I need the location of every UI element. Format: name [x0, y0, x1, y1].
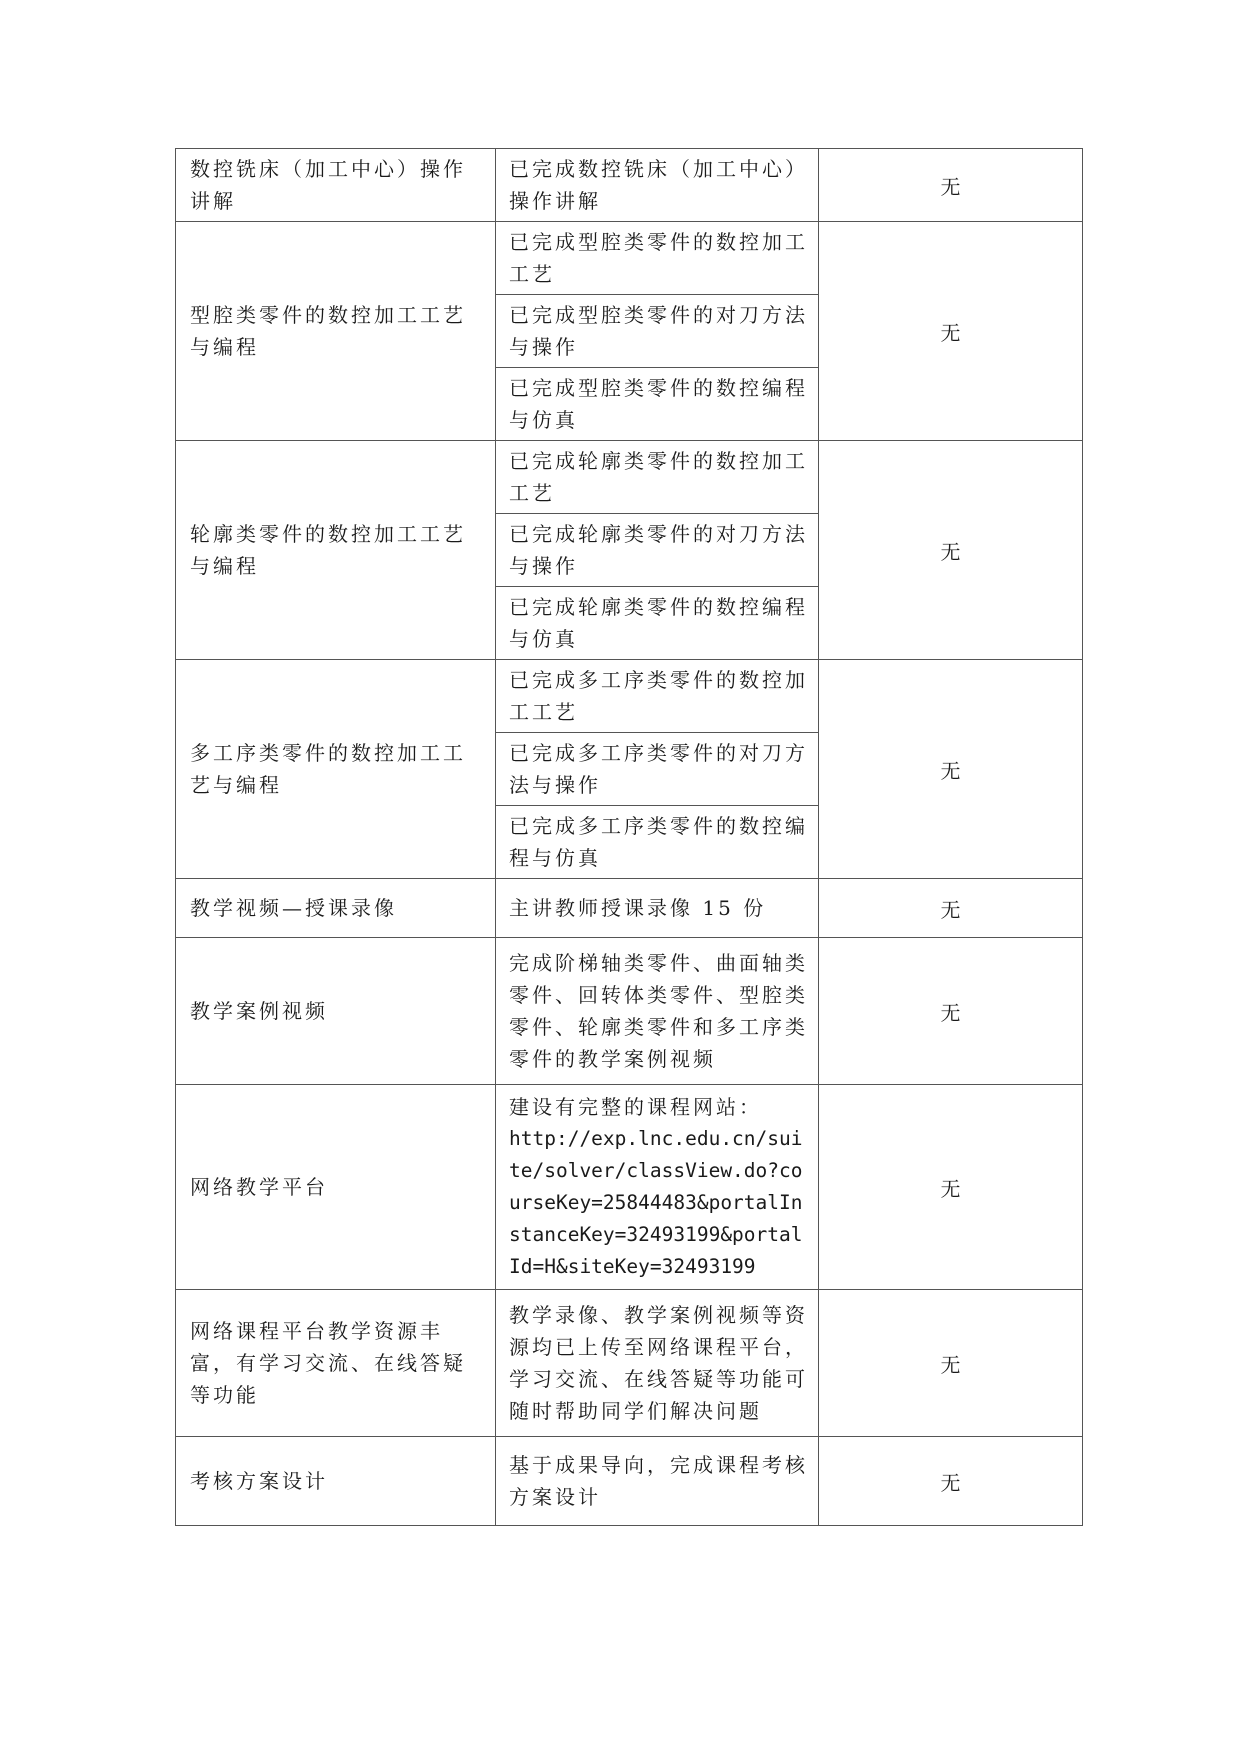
- item-cell: 多工序类零件的数控加工工艺与编程: [176, 660, 496, 879]
- item-cell: 教学视频—授课录像: [176, 879, 496, 938]
- item-cell: 轮廓类零件的数控加工工艺与编程: [176, 441, 496, 660]
- detail-cell: 已完成多工序类零件的数控加工工艺: [496, 660, 819, 733]
- table-row: [176, 222, 1083, 295]
- note-cell: 无: [819, 1437, 1083, 1526]
- detail-cell: 基于成果导向，完成课程考核方案设计: [496, 1437, 819, 1526]
- table-row: [176, 1437, 1083, 1526]
- detail-cell: 已完成型腔类零件的数控加工工艺: [496, 222, 819, 295]
- table-row: [176, 149, 1083, 222]
- detail-cell: 主讲教师授课录像 15 份: [496, 879, 819, 938]
- item-cell: 网络教学平台: [176, 1085, 496, 1290]
- detail-cell: 已完成多工序类零件的对刀方法与操作: [496, 733, 819, 806]
- table-row: [176, 660, 1083, 733]
- table-row: [176, 879, 1083, 938]
- detail-cell: 已完成型腔类零件的数控编程与仿真: [496, 368, 819, 441]
- note-cell: 无: [819, 938, 1083, 1085]
- note-cell: 无: [819, 149, 1083, 222]
- item-cell: 数控铣床（加工中心）操作讲解: [176, 149, 496, 222]
- note-cell: 无: [819, 1290, 1083, 1437]
- resource-table: [175, 148, 1083, 1526]
- table-row: [176, 441, 1083, 514]
- table-row: [176, 1290, 1083, 1437]
- detail-cell: 已完成轮廓类零件的数控编程与仿真: [496, 587, 819, 660]
- detail-cell: 已完成多工序类零件的数控编程与仿真: [496, 806, 819, 879]
- detail-cell: 教学录像、教学案例视频等资源均已上传至网络课程平台，学习交流、在线答疑等功能可随时帮助同学们解决问题: [496, 1290, 819, 1437]
- table-row: [176, 1085, 1083, 1290]
- item-cell: 型腔类零件的数控加工工艺与编程: [176, 222, 496, 441]
- detail-cell: 已完成轮廓类零件的数控加工工艺: [496, 441, 819, 514]
- item-cell: 考核方案设计: [176, 1437, 496, 1526]
- item-cell: 网络课程平台教学资源丰富，有学习交流、在线答疑等功能: [176, 1290, 496, 1437]
- detail-cell: 完成阶梯轴类零件、曲面轴类零件、回转体类零件、型腔类零件、轮廓类零件和多工序类零件的教学案例视频: [496, 938, 819, 1085]
- note-cell: 无: [819, 879, 1083, 938]
- detail-cell: 已完成型腔类零件的对刀方法与操作: [496, 295, 819, 368]
- detail-text: 建设有完整的课程网站：: [509, 1095, 762, 1119]
- course-url-link[interactable]: http://exp.lnc.edu.cn/suite/solver/classView.do?courseKey=25844483&portalInstanceKey=32493199&portalId=H&siteKey=32493199: [509, 1127, 803, 1278]
- table-row: [176, 938, 1083, 1085]
- note-cell: 无: [819, 441, 1083, 660]
- detail-cell: [496, 1085, 819, 1290]
- detail-cell: 已完成数控铣床（加工中心）操作讲解: [496, 149, 819, 222]
- note-cell: 无: [819, 222, 1083, 441]
- detail-cell: 已完成轮廓类零件的对刀方法与操作: [496, 514, 819, 587]
- item-cell: 教学案例视频: [176, 938, 496, 1085]
- note-cell: 无: [819, 660, 1083, 879]
- note-cell: 无: [819, 1085, 1083, 1290]
